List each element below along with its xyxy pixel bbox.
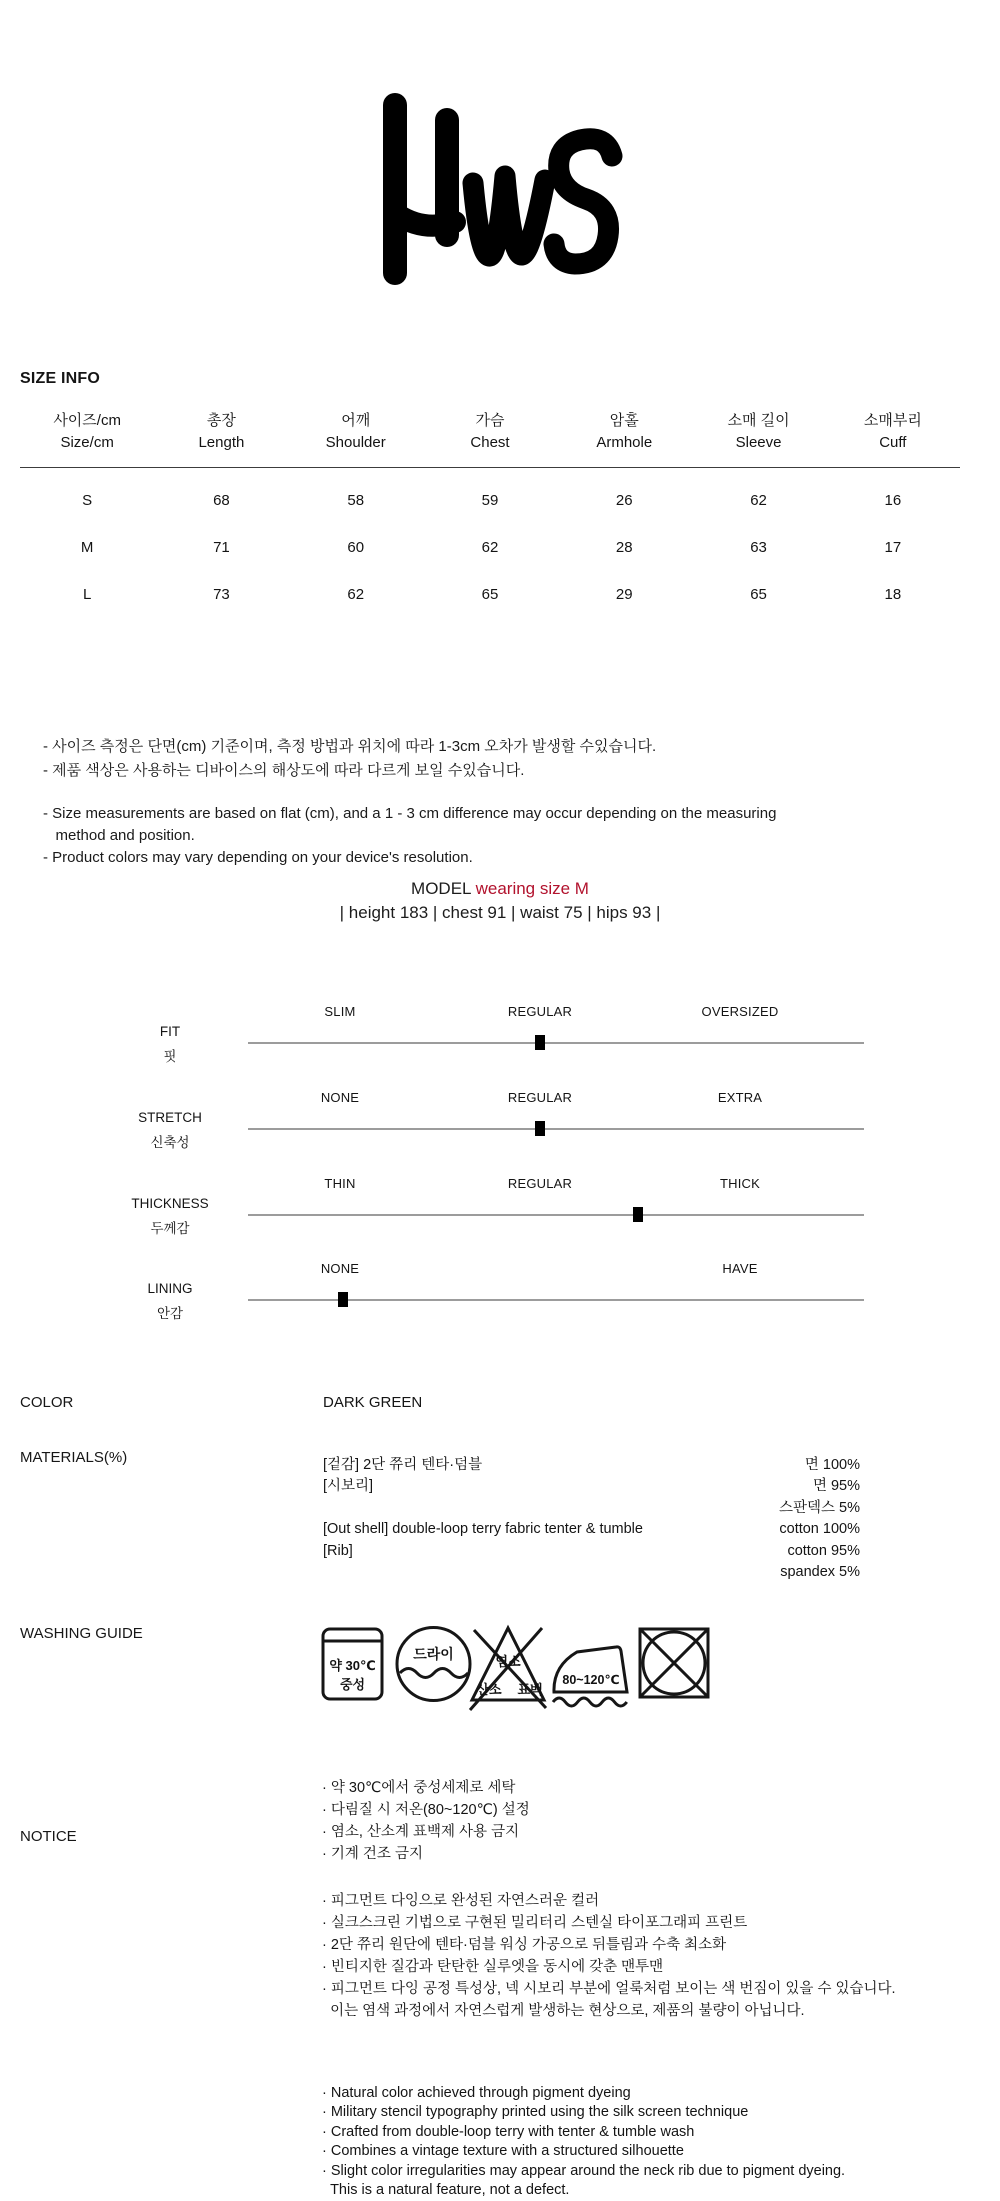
washing-instruction-line: · 약 30℃에서 중성세제로 세탁: [322, 1780, 516, 1796]
cell-shoulder: 62: [347, 586, 365, 603]
notice-line: · 2단 쮸리 원단에 텐타·덤블 워싱 가공으로 뒤틀림과 수축 최소화: [322, 1937, 727, 1953]
cell-chest: 65: [481, 586, 499, 603]
column-header-en: Sleeve: [735, 434, 782, 451]
size-table-body: [20, 468, 960, 618]
no-bleach-icon: [470, 1628, 546, 1710]
cell-length: 71: [213, 539, 230, 556]
materials-rows: [323, 1455, 860, 1583]
cell-sleeve: 62: [750, 492, 767, 509]
slider-label-ko: 신축성: [150, 1135, 190, 1150]
size-table-column-header: [557, 410, 691, 454]
iron-low-temp-icon: [553, 1647, 627, 1706]
cell-sleeve: 63: [750, 539, 767, 556]
slider-option-right: HAVE: [722, 1261, 758, 1276]
svg-text:산소: 산소: [476, 1682, 502, 1697]
notice-line: · Military stencil typography printed using the silk screen technique: [322, 2104, 749, 2120]
material-percentage: spandex 5%: [780, 1564, 860, 1581]
note-line: method and position.: [43, 827, 195, 844]
size-table: [20, 410, 960, 618]
material-percentage: cotton 95%: [787, 1542, 860, 1559]
slider-label-ko: 핏: [163, 1049, 177, 1064]
dry-cleaning-icon: [397, 1628, 470, 1701]
slider-label-en: LINING: [147, 1281, 193, 1296]
material-name: [Out shell] double-loop terry fabric tenter & tumble: [323, 1521, 643, 1538]
material-name: [겉감] 2단 쮸리 텐타·덤블: [323, 1457, 483, 1473]
material-percentage: cotton 100%: [779, 1521, 860, 1538]
slider-track: [248, 1042, 864, 1044]
slider-label-en: STRETCH: [138, 1110, 202, 1125]
note-line: - 사이즈 측정은 단면(cm) 기준이며, 측정 방법과 위치에 따라 1-3cm 오차가 발생할 수있습니다.: [43, 737, 657, 755]
notice-line: · Combines a vintage texture with a structured silhouette: [322, 2143, 684, 2159]
cell-cuff: 16: [884, 492, 902, 509]
slider-track: [248, 1214, 864, 1216]
wash-30-neutral-icon: [323, 1629, 382, 1699]
column-header-ko: 암홀: [609, 412, 639, 429]
slider-option-left: THIN: [324, 1176, 356, 1191]
column-header-en: Size/cm: [60, 434, 114, 451]
table-row: [20, 477, 960, 524]
size-table-column-header: [154, 410, 288, 454]
slider-track: [248, 1128, 864, 1130]
notice-line: · 피그먼트 다잉으로 완성된 자연스러운 컬러: [322, 1893, 600, 1909]
no-tumble-dry-icon: [640, 1629, 708, 1697]
size-table-column-header: [826, 410, 960, 454]
notice-section-label: NOTICE: [20, 1828, 77, 1845]
brand-logo-hws-icon: [372, 86, 624, 286]
notice-english-lines: [322, 2025, 970, 2201]
size-table-column-header: [423, 410, 557, 454]
color-section-label: COLOR: [20, 1394, 74, 1411]
svg-text:약 30℃: 약 30℃: [329, 1658, 376, 1673]
cell-chest: 59: [481, 492, 499, 509]
column-header-ko: 어깨: [341, 412, 371, 429]
materials-row: [323, 1476, 860, 1497]
size-table-column-header: [289, 410, 423, 454]
model-wearing-size: wearing size M: [475, 879, 589, 898]
column-header-en: Length: [198, 434, 245, 451]
notice-line: · Crafted from double-loop terry with tenter & tumble wash: [322, 2123, 695, 2140]
cell-cuff: 17: [884, 539, 902, 556]
size-info-heading: SIZE INFO: [20, 370, 101, 387]
slider-option-mid: REGULAR: [507, 1004, 573, 1019]
cell-armhole: 28: [615, 539, 633, 556]
svg-text:드라이: 드라이: [413, 1646, 454, 1662]
size-table-column-header: [691, 410, 825, 454]
slider-label: [110, 1105, 230, 1155]
size-table-column-header: [20, 410, 154, 454]
slider-marker: [535, 1035, 545, 1050]
model-title-line: [0, 877, 1000, 901]
slider-label: [110, 1191, 230, 1241]
slider-label-en: THICKNESS: [131, 1196, 209, 1211]
note-line: - Product colors may vary depending on your device's resolution.: [43, 849, 473, 866]
slider-label-en: FIT: [159, 1024, 181, 1039]
column-header-ko: 소매부리: [863, 412, 922, 429]
notice-line: This is a natural feature, not a defect.: [322, 2182, 570, 2198]
notice-content: [322, 1824, 970, 2201]
material-name: [Rib]: [323, 1542, 353, 1559]
materials-row: [323, 1562, 860, 1583]
notice-line: · Natural color achieved through pigment dyeing: [322, 2084, 631, 2101]
washing-instruction-line: · 염소, 산소계 표백제 사용 금지: [322, 1824, 520, 1840]
slider-row-lining: [0, 1261, 1000, 1323]
notice-line: 이는 염색 과정에서 자연스럽게 발생하는 현상으로, 제품의 불량이 아닙니다.: [322, 2003, 805, 2019]
slider-label-ko: 두께감: [150, 1221, 190, 1236]
column-header-en: Shoulder: [325, 434, 386, 451]
materials-row: [323, 1455, 860, 1476]
notice-line: · 실크스크린 기법으로 구현된 밀리터리 스텐실 타이포그래피 프린트: [322, 1915, 748, 1931]
size-table-header: [20, 410, 960, 468]
svg-text:염소: 염소: [495, 1654, 521, 1669]
cell-length: 68: [213, 492, 230, 509]
slider-row-stretch: [0, 1090, 1000, 1152]
cell-size: M: [80, 539, 94, 556]
column-header-en: Cuff: [879, 434, 907, 451]
slider-marker: [633, 1207, 643, 1222]
column-header-en: Chest: [470, 434, 510, 451]
washing-guide-section-label: WASHING GUIDE: [20, 1625, 143, 1642]
slider-option-left: SLIM: [324, 1004, 356, 1019]
slider-label: [110, 1019, 230, 1069]
material-percentage: 면 100%: [804, 1457, 860, 1473]
slider-option-left: NONE: [320, 1090, 360, 1105]
cell-size: S: [82, 492, 93, 509]
washing-care-icons: [320, 1624, 710, 1712]
slider-row-thickness: [0, 1176, 1000, 1238]
column-header-ko: 소매 길이: [727, 412, 790, 429]
svg-text:중성: 중성: [339, 1677, 366, 1692]
slider-option-mid: REGULAR: [507, 1176, 573, 1191]
cell-size: L: [82, 586, 92, 603]
cell-armhole: 29: [615, 586, 633, 603]
cell-shoulder: 58: [347, 492, 365, 509]
slider-marker: [338, 1292, 348, 1307]
cell-length: 73: [213, 586, 230, 603]
notice-line: · 빈티지한 질감과 탄탄한 실루엣을 동시에 갖춘 맨투맨: [322, 1959, 664, 1975]
size-notes-english: [43, 737, 776, 869]
washing-instruction-line: · 기계 건조 금지: [322, 1846, 423, 1862]
materials-row: [323, 1498, 860, 1519]
slider-option-mid: REGULAR: [507, 1090, 573, 1105]
slider-option-right: THICK: [720, 1176, 760, 1191]
slider-option-right: OVERSIZED: [701, 1004, 779, 1019]
slider-marker: [535, 1121, 545, 1136]
notice-line: · 피그먼트 다잉 공정 특성상, 넥 시보리 부분에 얼룩처럼 보이는 색 번짐이 있을 수 있습니다.: [322, 1981, 896, 1997]
material-name: [시보리]: [323, 1478, 374, 1495]
note-line: - 제품 색상은 사용하는 디바이스의 해상도에 따라 다르게 보일 수있습니다.: [43, 762, 525, 779]
slider-label: [110, 1276, 230, 1326]
material-percentage: 면 95%: [812, 1478, 860, 1495]
material-percentage: 스판덱스 5%: [778, 1499, 860, 1516]
materials-row: [323, 1519, 860, 1540]
model-info: [0, 877, 1000, 925]
slider-label-ko: 안감: [156, 1306, 184, 1321]
svg-text:표백: 표백: [517, 1682, 543, 1697]
column-header-ko: 총장: [206, 412, 236, 429]
slider-option-left: NONE: [320, 1261, 360, 1276]
washing-instruction-line: · 다림질 시 저온(80~120℃) 설정: [322, 1802, 530, 1818]
cell-chest: 62: [481, 539, 499, 556]
note-line: - Size measurements are based on flat (cm), and a 1 - 3 cm difference may occur depending on the measuring: [43, 805, 777, 822]
materials-row: [323, 1541, 860, 1562]
table-row: [20, 524, 960, 571]
notice-line: · Slight color irregularities may appear around the neck rib due to pigment dyeing.: [322, 2162, 846, 2179]
color-value: DARK GREEN: [323, 1394, 423, 1411]
table-row: [20, 571, 960, 618]
cell-sleeve: 65: [750, 586, 767, 603]
notice-korean-lines: [322, 1824, 970, 2022]
materials-section-label: MATERIALS(%): [20, 1449, 128, 1466]
slider-row-fit: [0, 1004, 1000, 1066]
slider-option-right: EXTRA: [717, 1090, 763, 1105]
column-header-ko: 가슴: [475, 412, 505, 429]
model-title: MODEL: [411, 879, 471, 898]
svg-text:80~120℃: 80~120℃: [562, 1673, 620, 1687]
column-header-ko: 사이즈/cm: [53, 412, 121, 429]
cell-armhole: 26: [615, 492, 633, 509]
cell-cuff: 18: [884, 586, 902, 603]
cell-shoulder: 60: [347, 539, 365, 556]
column-header-en: Armhole: [596, 434, 653, 451]
model-stats: | height 183 | chest 91 | waist 75 | hips 93 |: [339, 903, 661, 922]
